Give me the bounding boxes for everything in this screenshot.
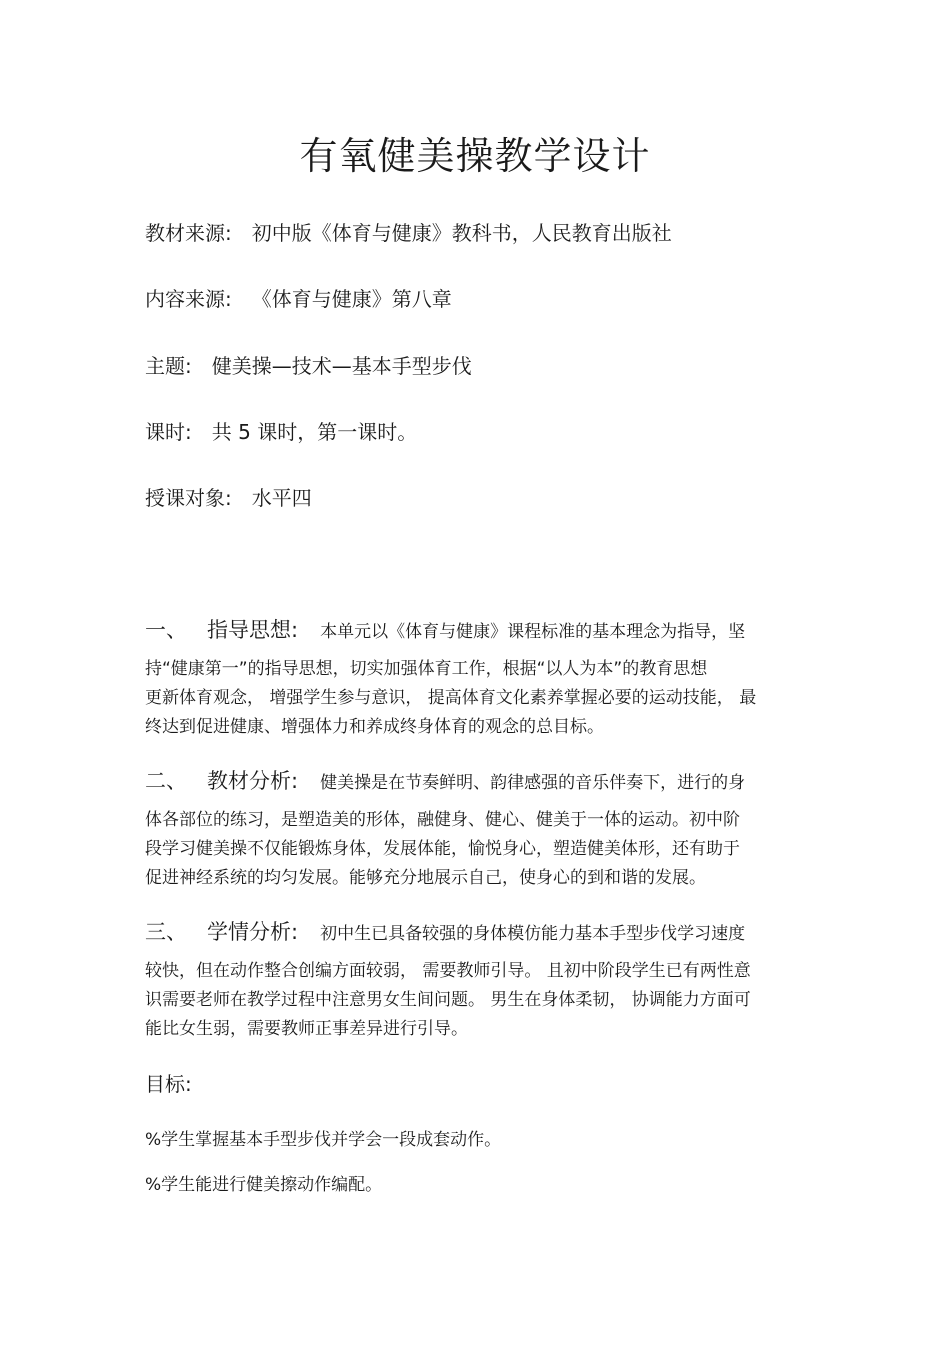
meta-class-hours: [145, 418, 417, 446]
meta-label: 授课对象:: [145, 486, 232, 510]
meta-label: 课时:: [145, 420, 192, 444]
meta-content-source: [145, 285, 452, 313]
section-line: 较快，但在动作整合创编方面较弱， 需要教师引导。 且初中阶段学生已有两性意: [145, 961, 751, 981]
section-heading: 三、 学情分析:: [145, 920, 299, 944]
section-line: 更新体育观念， 增强学生参与意识， 提高体育文化素养掌握必要的运动技能， 最: [145, 688, 757, 708]
goal-item: %学生掌握基本手型步伐并学会一段成套动作。: [145, 1130, 502, 1150]
section-material-analysis: [145, 766, 810, 893]
section-line: 终达到促进健康、增强体力和养成终身体育的观念的总目标。: [145, 717, 604, 737]
goal-item: %学生能进行健美擦动作编配。: [145, 1175, 383, 1195]
section-first-line: [145, 766, 810, 798]
section-heading: 二、 教材分析:: [145, 769, 299, 793]
meta-textbook-source: [145, 219, 672, 247]
meta-label: 教材来源:: [145, 221, 232, 245]
section-line: 促进神经系统的均匀发展。能够充分地展示自己，使身心的到和谐的发展。: [145, 868, 706, 888]
section-first-line: [145, 917, 810, 949]
meta-audience: [145, 484, 312, 512]
meta-value: 水平四: [251, 486, 312, 510]
section-lead-text: 本单元以《体育与健康》课程标准的基本理念为指导，坚: [320, 622, 746, 642]
section-lead-text: 健美操是在节奏鲜明、韵律感强的音乐伴奏下，进行的身: [320, 773, 746, 793]
section-line: 体各部位的练习，是塑造美的形体，融健身、健心、健美于一体的运动。初中阶: [145, 810, 740, 830]
meta-value: 健美操—技术—基本手型步伐: [211, 354, 472, 378]
section-lead-text: 初中生已具备较强的身体模仿能力基本手型步伐学习速度: [320, 924, 746, 944]
section-guiding-ideology: [145, 615, 810, 742]
section-line: 识需要老师在教学过程中注意男女生间问题。 男生在身体柔韧， 协调能力方面可: [145, 990, 751, 1010]
meta-label: 内容来源:: [145, 287, 232, 311]
section-line: 段学习健美操不仅能锻炼身体，发展体能，愉悦身心，塑造健美体形，还有助于: [145, 839, 740, 859]
document-title: 有氧健美操教学设计: [299, 134, 651, 178]
section-first-line: [145, 615, 810, 647]
section-learner-analysis: [145, 917, 810, 1044]
meta-value: 初中版《体育与健康》教科书，人民教育出版社: [251, 221, 672, 245]
section-line: 持“健康第一”的指导思想，切实加强体育工作，根据“以人为本”的教育思想: [145, 659, 708, 679]
section-heading: 一、 指导思想:: [145, 618, 299, 642]
meta-value: 共 5 课时，第一课时。: [211, 420, 418, 444]
meta-label: 主题:: [145, 354, 192, 378]
goals-heading: 目标:: [145, 1072, 192, 1096]
section-line: 能比女生弱，需要教师正事差异进行引导。: [145, 1019, 468, 1039]
meta-value: 《体育与健康》第八章: [251, 287, 452, 311]
meta-topic: [145, 352, 472, 380]
